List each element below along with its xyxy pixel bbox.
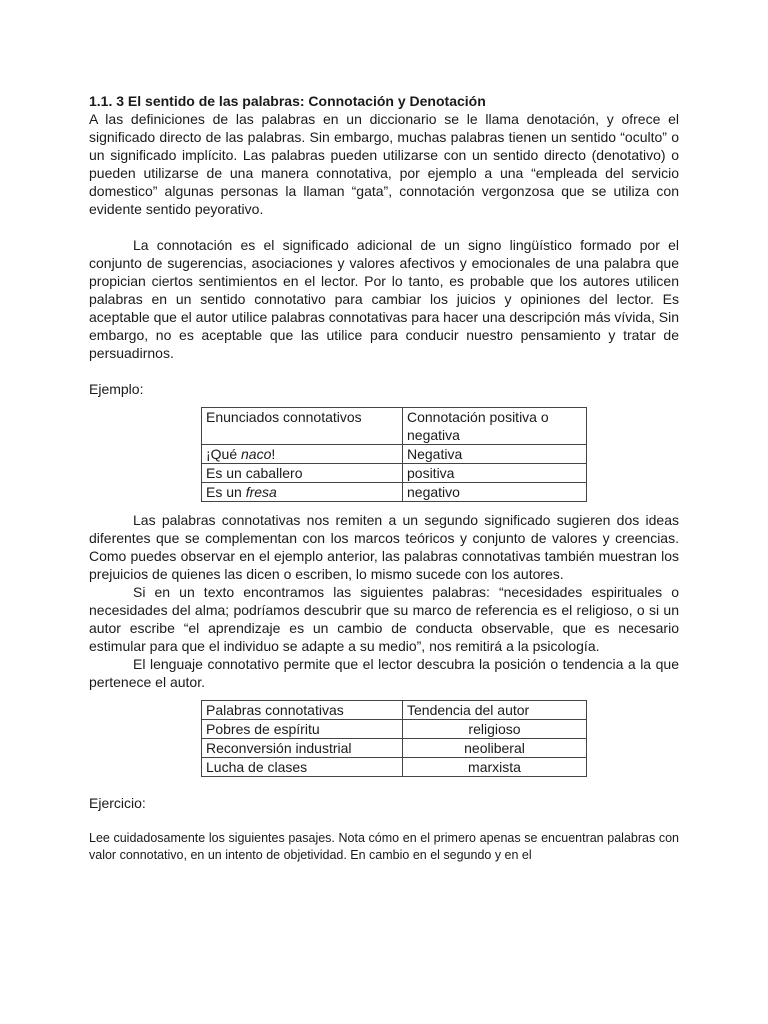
paragraph-ejemplo-textos: Si en un texto encontramos las siguientes palabras: “necesidades espirituales o necesidades del alma; podríamos descubrir que su marco de referencia es el religioso, o si un autor escribe “el aprendizaje es un cambio de conducta observable, que es necesario estimular para que el individuo se adapte a su medio”, nos remitirá a la psicología. — [89, 584, 679, 654]
table-cell: Reconversión industrial — [202, 739, 403, 758]
paragraph-denotacion: A las definiciones de las palabras en un diccionario se le llama denotación, y ofrece el significado directo de las palabras. Sin embargo, muchas palabras tienen un sentido “oculto” o un significado implícito. Las palabras pueden utilizarse con un sentido directo (denotativo) o pueden utilizarse de una manera connotativa, por ejemplo a una “empleada del servicio domestico” algunas personas la llaman “gata”, connotación vergonzosa que se utiliza con evidente sentido peyorativo. — [89, 111, 679, 217]
table-cell: Lucha de clases — [202, 758, 403, 777]
paragraph-connotacion: La connotación es el significado adicional de un signo lingüístico formado por el conjunto de sugerencias, asociaciones y valores afectivos y emocionales de una palabra que propician ciertos sentimientos en el lector. Por lo tanto, es probable que los autores utilicen palabras en un sentido connotativo para cambiar los juicios y opiniones del lector. Es aceptable que el autor utilice palabras connotativas para hacer una descripción más vívida, Sin embargo, no es aceptable que las utilice para conducir nuestro pensamiento y tratar de persuadirnos. — [89, 237, 679, 361]
table-row — [202, 758, 587, 777]
table-cell: Negativa — [403, 445, 587, 464]
table-header-cell: Palabras connotativas — [202, 701, 403, 720]
table-cell: Es un caballero — [202, 464, 403, 483]
table-row — [202, 739, 587, 758]
table-cell: positiva — [403, 464, 587, 483]
paragraph-segundo-significado: Las palabras connotativas nos remiten a un segundo significado sugieren dos ideas diferentes que se complementan con los marcos teóricos y conjunto de valores y creencias. Como puedes observar en el ejemplo anterior, las palabras connotativas también muestran los prejuicios de quienes las dicen o escriben, lo mismo sucede con los autores. — [89, 512, 679, 582]
document-page — [89, 92, 679, 864]
table-cell: negativo — [403, 483, 587, 502]
table-row — [202, 408, 587, 445]
connotation-example-table — [201, 407, 587, 502]
paragraph-ejercicio: Lee cuidadosamente los siguientes pasajes. Nota cómo en el primero apenas se encuentran palabras con valor connotativo, en un intento de objetividad. En cambio en el segundo y en el — [89, 831, 679, 862]
table-row — [202, 483, 587, 502]
table-cell: religioso — [403, 720, 587, 739]
author-tendency-table — [201, 700, 587, 777]
table-cell: marxista — [403, 758, 587, 777]
paragraph-lenguaje-connotativo: El lenguaje connotativo permite que el lector descubra la posición o tendencia a la que pertenece el autor. — [89, 656, 679, 690]
ejercicio-label: Ejercicio: — [89, 795, 146, 811]
table-header-cell: Enunciados connotativos — [202, 408, 403, 445]
table-cell: Pobres de espíritu — [202, 720, 403, 739]
table-row — [202, 701, 587, 720]
table-header-cell: Connotación positiva o negativa — [403, 408, 587, 445]
table-cell: neoliberal — [403, 739, 587, 758]
table-header-cell: Tendencia del autor — [403, 701, 587, 720]
table-row — [202, 464, 587, 483]
table-row — [202, 720, 587, 739]
section-heading: 1.1. 3 El sentido de las palabras: Connotación y Denotación — [89, 93, 486, 109]
table-cell: Es un fresa — [202, 483, 403, 502]
table-row — [202, 445, 587, 464]
ejemplo-label: Ejemplo: — [89, 381, 144, 397]
table-cell: ¡Qué naco! — [202, 445, 403, 464]
